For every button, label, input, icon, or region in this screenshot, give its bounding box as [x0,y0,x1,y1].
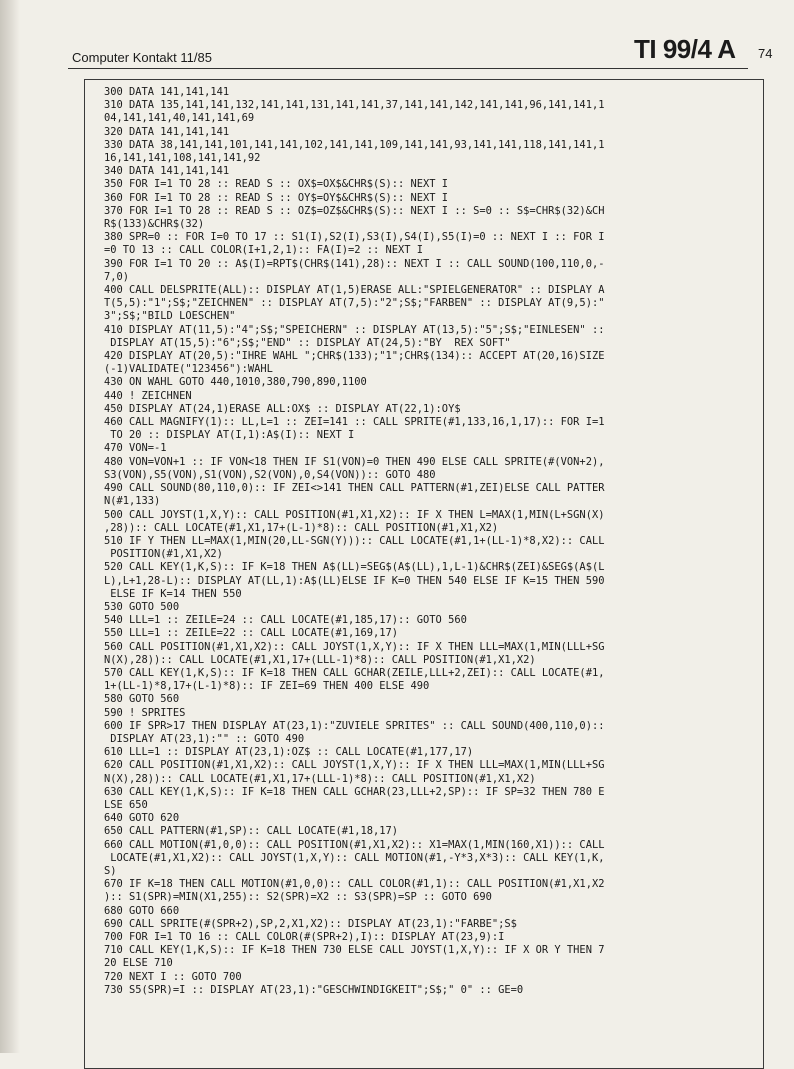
code-line: N(X),28)):: CALL LOCATE(#1,X1,17+(LLL-1)*8):: CALL POSITION(#1,X1,X2) [104,653,536,666]
code-line: 550 LLL=1 :: ZEILE=22 :: CALL LOCATE(#1,169,17) [104,627,399,640]
header-rule [68,68,748,69]
code-line: POSITION(#1,X1,X2) [104,548,223,561]
code-line: 450 DISPLAY AT(24,1)ERASE ALL:OX$ :: DISPLAY AT(22,1):OY$ [104,402,461,415]
code-line: 640 GOTO 620 [104,812,180,825]
code-line: 310 DATA 135,141,141,132,141,141,131,141,141,37,141,141,142,141,141,96,141,141,1 [104,99,605,112]
code-line: 620 CALL POSITION(#1,X1,X2):: CALL JOYST(1,X,Y):: IF X THEN LLL=MAX(1,MIN(LLL+SG [104,759,605,772]
code-line: 660 CALL MOTION(#1,0,0):: CALL POSITION(#1,X1,X2):: X1=MAX(1,MIN(160,X1)):: CALL [104,838,605,851]
code-line: 16,141,141,108,141,141,92 [104,152,261,165]
code-line: 340 DATA 141,141,141 [104,165,230,178]
code-line: 570 CALL KEY(1,K,S):: IF K=18 THEN CALL GCHAR(ZEILE,LLL+2,ZEI):: CALL LOCATE(#1, [104,666,605,679]
basic-listing [104,86,752,997]
code-line: 710 CALL KEY(1,K,S):: IF K=18 THEN 730 ELSE CALL JOYST(1,X,Y):: IF X OR Y THEN 7 [104,944,605,957]
code-line: 350 FOR I=1 TO 28 :: READ S :: OX$=OX$&CHR$(S):: NEXT I [104,178,449,191]
code-line: 360 FOR I=1 TO 28 :: READ S :: OY$=OY$&CHR$(S):: NEXT I [104,191,449,204]
code-line: 390 FOR I=1 TO 20 :: A$(I)=RPT$(CHR$(141),28):: NEXT I :: CALL SOUND(100,110,0,- [104,257,605,270]
code-line: N(X),28)):: CALL LOCATE(#1,X1,17+(LLL-1)*8):: CALL POSITION(#1,X1,X2) [104,772,536,785]
code-line: 610 LLL=1 :: DISPLAY AT(23,1):OZ$ :: CALL LOCATE(#1,177,17) [104,746,474,759]
code-line: ,28)):: CALL LOCATE(#1,X1,17+(L-1)*8):: CALL POSITION(#1,X1,X2) [104,521,499,534]
page-binding-shadow [0,0,20,1053]
code-line: 420 DISPLAY AT(20,5):"IHRE WAHL ";CHR$(133);"1";CHR$(134):: ACCEPT AT(20,16)SIZE [104,350,605,363]
code-line: L),L+1,28-L):: DISPLAY AT(LL,1):A$(LL)ELSE IF K=0 THEN 540 ELSE IF K=15 THEN 590 [104,574,605,587]
code-line: 410 DISPLAY AT(11,5):"4";S$;"SPEICHERN" :: DISPLAY AT(13,5):"5";S$;"EINLESEN" :: [104,323,605,336]
code-line: 730 S5(SPR)=I :: DISPLAY AT(23,1):"GESCHWINDIGKEIT";S$;" 0" :: GE=0 [104,983,524,996]
code-line: 320 DATA 141,141,141 [104,125,230,138]
code-line: TO 20 :: DISPLAY AT(I,1):A$(I):: NEXT I [104,429,355,442]
magazine-issue: Computer Kontakt 11/85 [72,50,212,65]
code-line: =0 TO 13 :: CALL COLOR(I+1,2,1):: FA(I)=2 :: NEXT I [104,244,424,257]
code-line: 3";S$;"BILD LOESCHEN" [104,310,236,323]
code-line: 650 CALL PATTERN(#1,SP):: CALL LOCATE(#1,18,17) [104,825,399,838]
code-line: 04,141,141,40,141,141,69 [104,112,255,125]
code-line: 680 GOTO 660 [104,904,180,917]
code-line: N(#1,133) [104,495,161,508]
code-line: S) [104,864,117,877]
code-line: 300 DATA 141,141,141 [104,86,230,98]
code-line: 490 CALL SOUND(80,110,0):: IF ZEI<>141 THEN CALL PATTERN(#1,ZEI)ELSE CALL PATTER [104,482,605,495]
code-line: 670 IF K=18 THEN CALL MOTION(#1,0,0):: CALL COLOR(#1,1):: CALL POSITION(#1,X1,X2 [104,878,605,891]
code-line: R$(133)&CHR$(32) [104,218,205,231]
code-line: 380 SPR=0 :: FOR I=0 TO 17 :: S1(I),S2(I),S3(I),S4(I),S5(I)=0 :: NEXT I :: FOR I [104,231,605,244]
code-line: 530 GOTO 500 [104,600,180,613]
page-number: 74 [758,46,773,61]
code-line: 600 IF SPR>17 THEN DISPLAY AT(23,1):"ZUVIELE SPRITES" :: CALL SOUND(400,110,0):: [104,719,605,732]
code-line: 330 DATA 38,141,141,101,141,141,102,141,141,109,141,141,93,141,141,118,141,141,1 [104,138,605,151]
code-line: LOCATE(#1,X1,X2):: CALL JOYST(1,X,Y):: CALL MOTION(#1,-Y*3,X*3):: CALL KEY(1,K, [104,851,605,864]
code-line: 20 ELSE 710 [104,957,173,970]
code-line: 580 GOTO 560 [104,693,180,706]
code-line: 400 CALL DELSPRITE(ALL):: DISPLAY AT(1,5)ERASE ALL:"SPIELGENERATOR" :: DISPLAY A [104,284,605,297]
code-line: 720 NEXT I :: GOTO 700 [104,970,242,983]
code-line: 630 CALL KEY(1,K,S):: IF K=18 THEN CALL GCHAR(23,LLL+2,SP):: IF SP=32 THEN 780 E [104,785,605,798]
code-line: S3(VON),S5(VON),S1(VON),S2(VON),0,S4(VON)):: GOTO 480 [104,468,436,481]
code-line: ELSE IF K=14 THEN 550 [104,587,242,600]
code-line: DISPLAY AT(15,5):"6";S$;"END" :: DISPLAY AT(24,5):"BY REX SOFT" [104,336,511,349]
code-line: (-1)VALIDATE("123456"):WAHL [104,363,273,376]
code-line: 470 VON=-1 [104,442,167,455]
code-line: 540 LLL=1 :: ZEILE=24 :: CALL LOCATE(#1,185,17):: GOTO 560 [104,614,467,627]
code-line: 440 ! ZEICHNEN [104,389,192,402]
page-header [72,34,773,68]
code-line: 700 FOR I=1 TO 16 :: CALL COLOR(#(SPR+2),I):: DISPLAY AT(23,9):I [104,931,505,943]
code-line: 500 CALL JOYST(1,X,Y):: CALL POSITION(#1,X1,X2):: IF X THEN L=MAX(1,MIN(L+SGN(X) [104,508,605,521]
code-line: 590 ! SPRITES [104,706,186,719]
code-line: 560 CALL POSITION(#1,X1,X2):: CALL JOYST(1,X,Y):: IF X THEN LLL=MAX(1,MIN(LLL+SG [104,640,605,653]
code-line: 7,0) [104,270,130,283]
code-line: DISPLAY AT(23,1):"" :: GOTO 490 [104,732,305,745]
code-line: 460 CALL MAGNIFY(1):: LL,L=1 :: ZEI=141 :: CALL SPRITE(#1,133,16,1,17):: FOR I=1 [104,416,605,429]
code-line: 690 CALL SPRITE(#(SPR+2),SP,2,X1,X2):: DISPLAY AT(23,1):"FARBE";S$ [104,917,517,930]
system-title: TI 99/4 A [634,34,736,64]
code-line: ):: S1(SPR)=MIN(X1,255):: S2(SPR)=X2 :: S3(SPR)=SP :: GOTO 690 [104,891,492,904]
code-line: 1+(LL-1)*8,17+(L-1)*8):: IF ZEI=69 THEN 400 ELSE 490 [104,680,430,693]
code-line: T(5,5):"1";S$;"ZEICHNEN" :: DISPLAY AT(7,5):"2";S$;"FARBEN" :: DISPLAY AT(9,5):" [104,297,605,310]
code-line: LSE 650 [104,798,148,811]
code-line: 430 ON WAHL GOTO 440,1010,380,790,890,1100 [104,376,367,389]
code-line: 370 FOR I=1 TO 28 :: READ S :: OZ$=OZ$&CHR$(S):: NEXT I :: S=0 :: S$=CHR$(32)&CH [104,204,605,217]
code-line: 480 VON=VON+1 :: IF VON<18 THEN IF S1(VON)=0 THEN 490 ELSE CALL SPRITE(#(VON+2), [104,455,605,468]
code-line: 510 IF Y THEN LL=MAX(1,MIN(20,LL-SGN(Y))):: CALL LOCATE(#1,1+(LL-1)*8,X2):: CALL [104,534,605,547]
code-line: 520 CALL KEY(1,K,S):: IF K=18 THEN A$(LL)=SEG$(A$(LL),1,L-1)&CHR$(ZEI)&SEG$(A$(L [104,561,605,574]
